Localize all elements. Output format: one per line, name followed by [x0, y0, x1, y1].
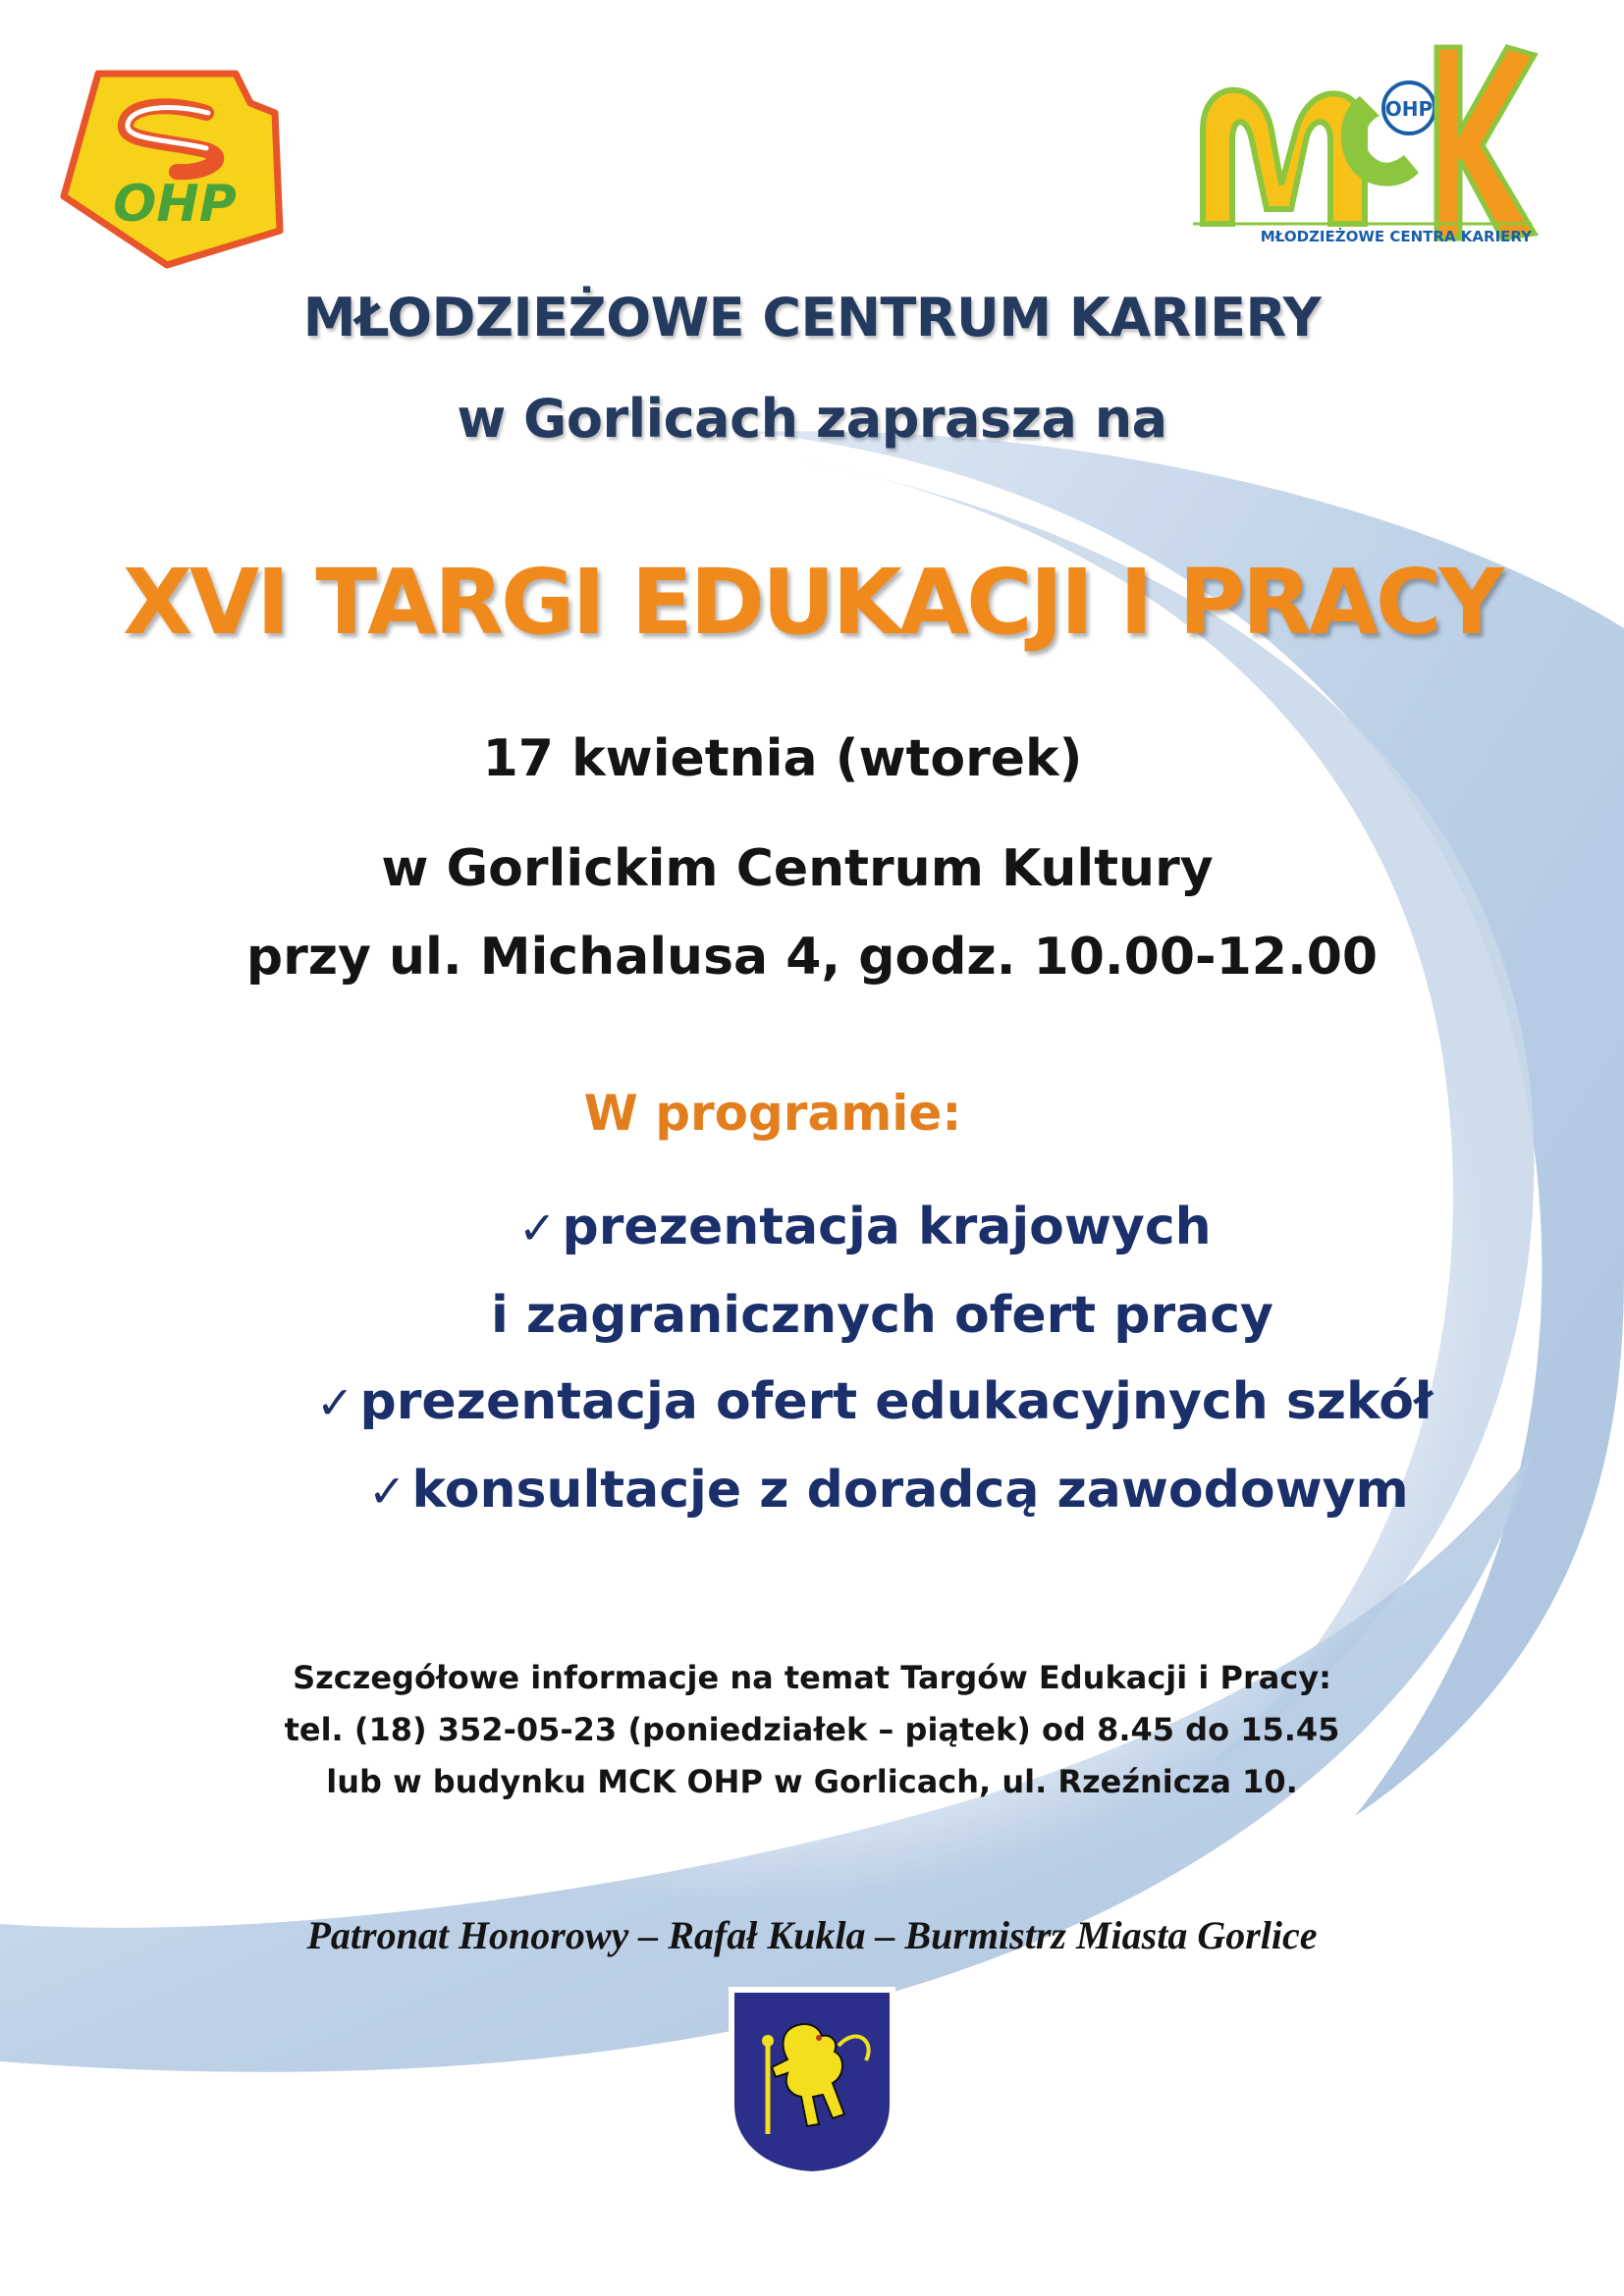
- program-item-text: i zagranicznych ofert pracy: [491, 1286, 1273, 1345]
- ohp-logo-text: OHP: [113, 175, 237, 234]
- program-item-text: prezentacja krajowych: [562, 1198, 1212, 1256]
- program-heading: W programie:: [583, 1085, 962, 1142]
- organizer-name: MŁODZIEŻOWE CENTRUM KARIERY: [302, 287, 1322, 348]
- checkmark-icon: ✓: [368, 1465, 406, 1518]
- program-item-text: konsultacje z doradcą zawodowym: [411, 1461, 1409, 1520]
- mck-tagline: MŁODZIEŻOWE CENTRA KARIERY: [1260, 228, 1532, 245]
- honorary-patron: Patronat Honorowy – Rafał Kukla – Burmistrz Miasta Gorlice: [306, 1913, 1318, 1957]
- checkmark-icon: ✓: [316, 1376, 354, 1429]
- ohp-emblem-icon: [59, 44, 285, 270]
- mck-badge-text: OHP: [1384, 97, 1434, 121]
- invitation-line: w Gorlicach zaprasza na: [457, 388, 1167, 450]
- mck-logo-icon: [1183, 37, 1542, 248]
- program-item: [518, 1198, 1212, 1256]
- info-address: lub w budynku MCK OHP w Gorlicach, ul. Rzeźnicza 10.: [326, 1763, 1298, 1800]
- checkmark-icon: ✓: [518, 1201, 557, 1255]
- event-address-time: przy ul. Michalusa 4, godz. 10.00-12.00: [245, 928, 1379, 987]
- program-item-text: prezentacja ofert edukacyjnych szkół: [359, 1372, 1434, 1431]
- event-title: XVI TARGI EDUKACJI I PRACY: [122, 550, 1502, 655]
- event-venue: w Gorlickim Centrum Kultury: [381, 839, 1214, 898]
- event-date: 17 kwietnia (wtorek): [482, 729, 1083, 788]
- program-item: [368, 1461, 1409, 1520]
- coat-of-arms-icon: [729, 1987, 895, 2177]
- info-phone: tel. (18) 352-05-23 (poniedziałek – piątek) od 8.45 do 15.45: [284, 1711, 1340, 1748]
- program-item-continuation: [491, 1286, 1273, 1345]
- program-item: [316, 1372, 1433, 1431]
- info-heading: Szczegółowe informacje na temat Targów Edukacji i Pracy:: [293, 1659, 1331, 1696]
